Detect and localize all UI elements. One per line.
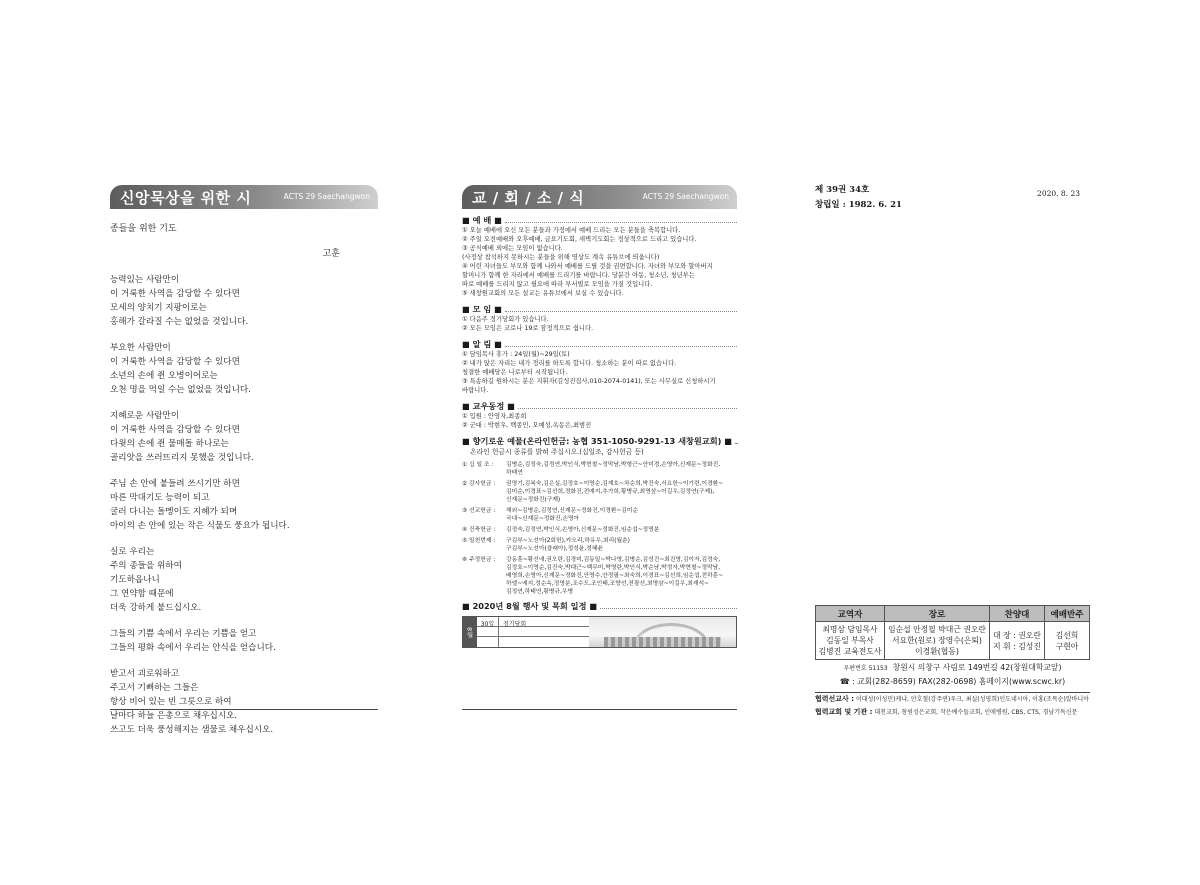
offering-row <box>462 461 737 477</box>
info-page <box>815 183 1090 716</box>
poem-line: 이 거룩한 사역을 감당할 수 있다면 <box>110 425 240 435</box>
offering-line: 배영희,손영아,신재문~정화진,안영수,안정필~최숙희,이경표~김선희,임순섭,전하훈~ <box>506 573 724 579</box>
poem-line: 소년의 손에 쥔 오병이어로는 <box>110 371 218 381</box>
poem-line: 능력있는 사람만이 <box>110 275 180 285</box>
list-item: ② 주일 오전예배와 오후예배, 금요기도회, 새벽기도회는 정상적으로 드리고 있습니다. <box>462 236 697 243</box>
worship-title: ■ 예 배 ■ <box>462 215 502 225</box>
offering-list <box>462 461 737 596</box>
poem-author: 고훈 <box>322 249 340 259</box>
schedule-month: 8월 <box>463 617 477 647</box>
offering-label: ② 감사헌금 : <box>462 481 496 487</box>
news-header <box>462 185 737 209</box>
poem-line: 실로 우리는 <box>110 547 155 557</box>
poem-line: 오천 명을 먹일 수는 없었을 것입니다. <box>110 385 251 395</box>
staff-pastors: 최명삼 담임목사 김동일 부목사 김병진 교육전도사 <box>816 622 885 660</box>
list-item: ① 오늘 예배에 오신 모든 분들과 가정에서 예배 드리는 모든 분들을 축복합니다. <box>462 227 681 234</box>
offering-names <box>506 461 737 477</box>
list-item: ① 다음주 정기당회가 있습니다. <box>462 316 549 323</box>
list-item: ① 담임목사 휴가 : 24일(월)~29일(토) <box>462 351 570 358</box>
worship-section <box>462 215 737 298</box>
staff-header-choir: 찬양대 <box>990 606 1045 622</box>
staff-header-pastors: 교역자 <box>816 606 885 622</box>
poem-bottom-rule <box>110 709 378 710</box>
news-header-title: 교 / 회 / 소 / 식 <box>472 189 585 207</box>
list-item: 따로 예배를 드리지 않고 필요에 따라 부서별로 모임을 가질 것입니다. <box>462 281 653 288</box>
poem-line: 그 연약함 때문에 <box>110 589 174 599</box>
offering-section <box>462 436 737 596</box>
poem-header-tag: ACTS 29 Saechangwon <box>283 192 370 201</box>
list-item: ⑤ 새창원교회의 모든 설교는 유튜브에서 보실 수 있습니다. <box>462 290 624 297</box>
members-title: ■ 교우동정 ■ <box>462 401 515 411</box>
poem-line: 주님 손 안에 붙들려 쓰시기만 하면 <box>110 479 240 489</box>
poem-body <box>110 273 378 737</box>
poem-header <box>110 185 378 209</box>
volume-number: 제 39권 34호 <box>815 185 870 195</box>
offering-line: 김정연,하태연,황병규,우병 <box>506 589 574 595</box>
offering-line: 권영기,김복숙,김은실,김정호~이영순,김재호~차순희,박진숙,서요한~이기련,이경환~ <box>506 481 724 487</box>
poem-stanza <box>110 477 378 533</box>
poem-line: 날마다 하늘 은총으로 채우십시오. <box>110 711 238 721</box>
poem-line: 이 거룩한 사역을 감당할 수 있다면 <box>110 289 240 299</box>
members-list <box>462 412 737 430</box>
offering-names <box>506 480 737 504</box>
poem-line: 주고서 기뻐하는 그들은 <box>110 683 199 693</box>
schedule-day: 30일 <box>477 617 499 627</box>
poem-line: 기도하옵나니 <box>110 575 160 585</box>
members-section <box>462 401 737 430</box>
schedule-calendar <box>462 616 737 648</box>
poem-stanza <box>110 545 378 615</box>
offering-line: 김정숙,김정연,박인식,손영아,신재문~정화진,임순섭~정명분 <box>506 527 660 533</box>
news-page <box>462 185 737 710</box>
notice-title: ■ 알 림 ■ <box>462 339 502 349</box>
list-item: ② 모든 모임은 코로나 19로 잠정적으로 쉽니다. <box>462 325 594 332</box>
poem-line: 주의 종들을 위하여 <box>110 561 182 571</box>
offering-title: ■ 향기로운 예물(온라인헌금: 농협 351-1050-9291-13 새창원교회) ■ <box>462 436 732 446</box>
news-header-tag: ACTS 29 Saechangwon <box>642 192 729 201</box>
poem-line: 쓰고도 더욱 풍성해지는 샘물로 채우십시오. <box>110 725 274 735</box>
offering-label: ④ 건축헌금 : <box>462 527 496 533</box>
offering-line: 김정호~이영순,김진숙,박대근~백무미,박영란,박인식,박순남,박정자,박현철~정막남, <box>506 565 721 571</box>
meeting-list <box>462 315 737 333</box>
postal-code: 우편번호 51153 <box>843 665 888 672</box>
notice-section <box>462 339 737 395</box>
bulletin-date: 2020. 8. 23 <box>1037 189 1080 198</box>
offering-line: 하엘~예지,정순옥,정영분,조수도,조인태,조향선,전광선,최명삼~이길우,최재석~ <box>506 581 709 587</box>
offering-line: 신재문~정화진(구제) <box>506 497 561 503</box>
offering-subtitle: 온라인 헌금시 종류를 밝혀 주십시오.(십일조, 감사헌금 등) <box>470 448 644 456</box>
offering-row <box>462 507 737 523</box>
notice-list <box>462 350 737 395</box>
partners-line: 협력교회 및 기관 : 대천교회, 창원성은교회, 작은예수들교회, 인애병원, CBS, CTS, 경남기독신문 <box>815 708 1078 716</box>
poem-line: 다윗의 손에 쥔 물매돌 하나로는 <box>110 439 229 449</box>
offering-line: 국내~신재문~정화진,손영아 <box>506 516 580 522</box>
staff-choir: 대 장 : 권오란 지 휘 : 김성진 <box>990 622 1045 660</box>
poem-line: 그들의 평화 속에서 우리는 안식을 얻습니다. <box>110 643 276 653</box>
poem-line: 지혜로운 사람만이 <box>110 411 180 421</box>
list-item: 청결한 예배당은 나로부터 시작됩니다. <box>462 369 568 376</box>
poem-line: 굴러 다니는 돌멩이도 지혜가 되며 <box>110 507 238 517</box>
offering-line: 구김부~노선아(2회헌),카오리,하유우,최리(월춘) <box>506 538 630 544</box>
offering-names <box>506 537 737 553</box>
offering-line: 구김부~노선아(클래아),정성윤,정혜윤 <box>506 546 604 552</box>
poem-stanza <box>110 341 378 397</box>
list-item: (사정상 참석하지 못하시는 분들을 위해 영상도 계속 유튜브에 띄웁니다) <box>462 254 660 261</box>
offering-line: 김병순,김정숙,김정연,박인식,박현철~정막남,박형근~안미경,손영아,신재문~정화진, <box>506 462 721 468</box>
list-item: ② 내가 앉은 자리는 내가 정리를 하도록 합니다. 청소하는 분이 따로 없습니다. <box>462 360 677 367</box>
offering-line: 김미순,이경표~김선희,정화진,전예지,추가희,황병규,최명삼~이길우,김정연(구제), <box>506 489 715 495</box>
street-address: 창원시 의창구 사림로 149번길 42(창원대학교앞) <box>892 663 1062 672</box>
list-item: ② 군대 : 박현우, 백종민, 오예성,옥동은,최범진 <box>462 422 592 429</box>
founding-date: 창립일 : 1982. 6. 21 <box>815 200 902 210</box>
offering-label: ③ 선교헌금 : <box>462 508 496 514</box>
poem-stanza <box>110 667 378 737</box>
offering-line: 하태연 <box>506 470 523 476</box>
poem-line: 모세의 양치기 지팡이로는 <box>110 303 207 313</box>
poem-line: 받고서 괴로워하고 <box>110 669 180 679</box>
poem-line: 아이의 손 안에 있는 작은 식물도 풍요가 됩니다. <box>110 521 290 531</box>
schedule-section <box>462 601 737 648</box>
poem-title: 종들을 위한 기도 <box>110 224 177 234</box>
offering-names <box>506 556 737 596</box>
staff-header-accompanist: 예배반주 <box>1045 606 1090 622</box>
list-item: ④ 어린 자녀들도 부모와 함께 나와서 예배를 드릴 것을 권면합니다. 자녀와 부모와 할아버지 <box>462 263 713 270</box>
schedule-event: 정기당회 <box>499 617 589 627</box>
poem-line: 항상 비어 있는 빈 그릇으로 하여 <box>110 697 232 707</box>
missionaries-line: 협력선교사 : 이대성(이성민)케냐, 안호철(강주연)우크, 최실(성영희)인도네시아, 이홍(조목순)알바니아 <box>815 695 1089 703</box>
poem-stanza <box>110 627 378 655</box>
poem-line: 더욱 강하게 붙드십시오. <box>110 603 202 613</box>
worship-list <box>462 226 737 298</box>
poem-header-title: 신앙묵상을 위한 시 <box>120 189 252 207</box>
contact-line: ☎ : 교회(282-8659) FAX(282-0698) 홈페이지(www.scwc.kr) <box>839 677 1066 686</box>
poem-line: 그들의 기쁨 속에서 우리는 기쁨을 얻고 <box>110 629 257 639</box>
poem-line: 부요한 사람만이 <box>110 343 171 353</box>
poem-stanza <box>110 273 378 329</box>
meeting-section <box>462 304 737 333</box>
offering-row <box>462 537 737 553</box>
church-illustration <box>589 617 736 647</box>
church-address-block <box>815 662 1090 719</box>
poem-line: 홍해가 갈라질 수는 없었을 것입니다. <box>110 317 249 327</box>
offering-line: 강동훈~황선애,권오란,김경미,김동일~박나영,김병순,김성진~최진영,김이자,김정숙, <box>506 557 721 563</box>
offering-label: ⑤ 일천번제 : <box>462 538 496 544</box>
offering-label: ① 십 일 조 : <box>462 462 494 468</box>
offering-names <box>506 507 737 523</box>
staff-accompanist: 김선희 구현아 <box>1045 622 1090 660</box>
offering-names <box>506 526 737 534</box>
offering-label: ⑥ 주정헌금 : <box>462 557 496 563</box>
staff-table <box>815 605 1090 660</box>
offering-row <box>462 480 737 504</box>
list-item: ③ 특송하길 원하시는 분은 지휘자(김성진집사,010-2074-0141), 또는 사무실로 신청하시기 <box>462 378 716 385</box>
list-item: ③ 공식예배 외에는 모임이 없습니다. <box>462 245 563 252</box>
offering-row <box>462 556 737 596</box>
poem-page <box>110 185 378 735</box>
poem-line: 이 거룩한 사역을 감당할 수 있다면 <box>110 357 240 367</box>
news-bottom-rule <box>462 709 737 710</box>
staff-elders: 임순섭 안정필 박대근 권오란 서요한(원로) 장영수(은퇴) 이경환(협동) <box>885 622 990 660</box>
list-item: 바랍니다. <box>462 387 489 394</box>
meeting-title: ■ 모 임 ■ <box>462 304 502 314</box>
poem-line: 마른 막대기도 능력이 되고 <box>110 493 210 503</box>
poem-line: 골리앗을 쓰러뜨리지 못했을 것입니다. <box>110 453 254 463</box>
list-item: ① 입원 : 안영자,최종희 <box>462 413 527 420</box>
list-item: 할머니가 함께 한 자리에서 예배를 드리기를 바랍니다. 당분간 아동, 청소년, 청년부는 <box>462 272 695 279</box>
offering-row <box>462 526 737 534</box>
offering-line: 해외~김병순,김정연,신재문~정화진,이경환~김미순 <box>506 508 639 514</box>
poem-stanza <box>110 409 378 465</box>
staff-header-elders: 장로 <box>885 606 990 622</box>
schedule-title: ■ 2020년 8월 행사 및 목회 일정 ■ <box>462 601 598 611</box>
